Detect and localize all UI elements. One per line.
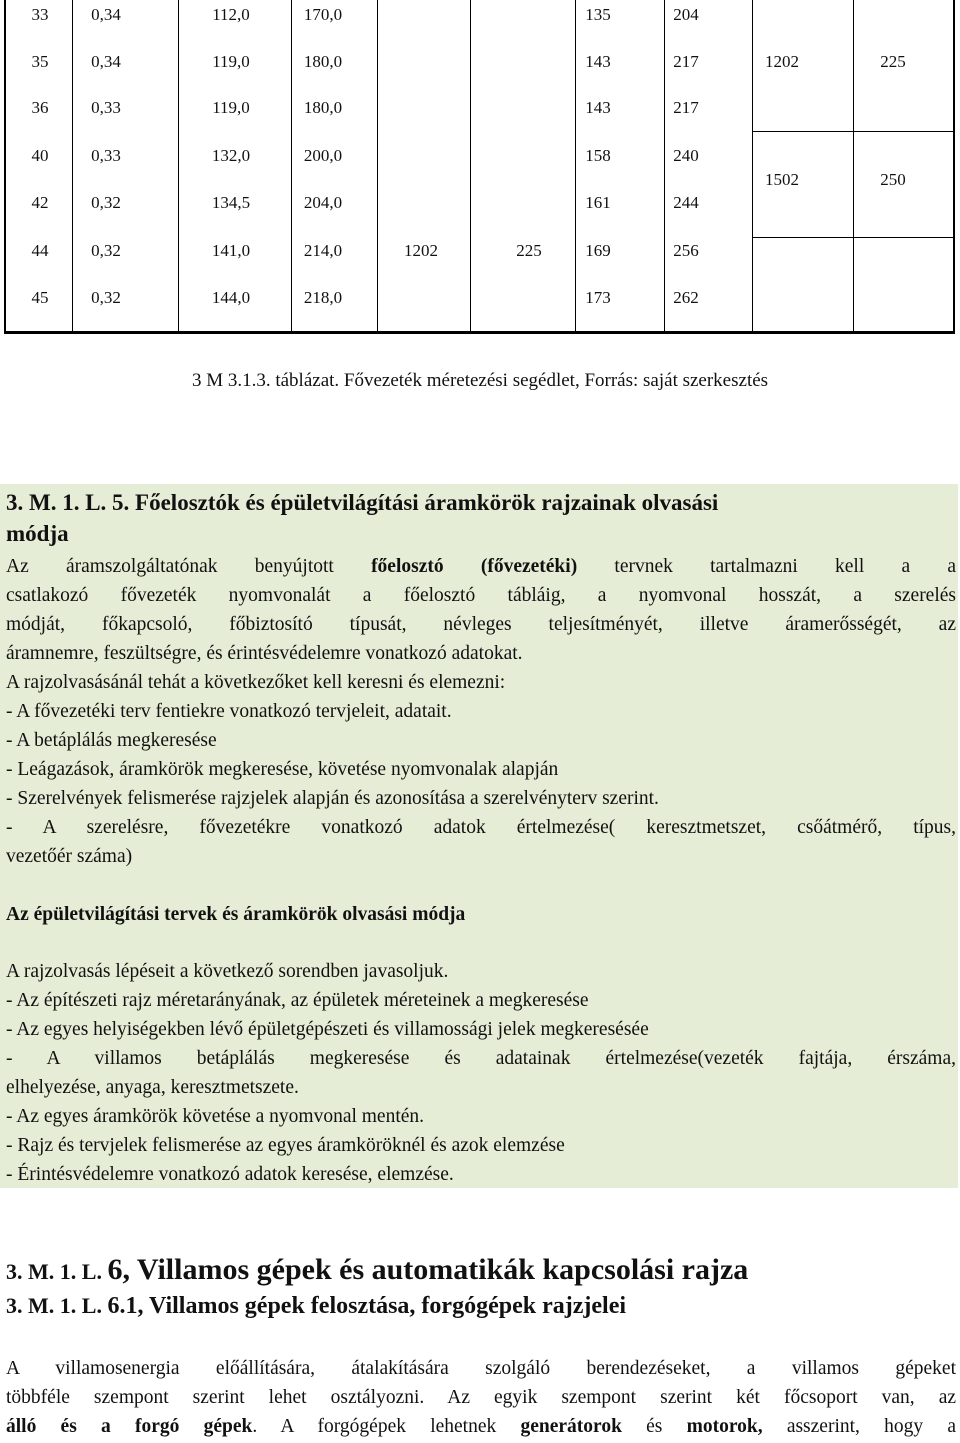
table-cell: 0,32 [91, 288, 121, 307]
list-item: - Szerelvények felismerése rajzjelek alapján és azonosítása a szerelvényterv szerint. [6, 788, 659, 809]
table-col-divider [178, 0, 179, 331]
table-cell: 225 [880, 52, 906, 71]
paragraph-line: módját, főkapcsoló, főbiztosító típusát, névleges teljesítményét, illetve áramerősségét, az [6, 614, 956, 635]
paragraph-line: A rajzolvasásánál tehát a következőket kell keresni és elemezni: [6, 672, 506, 693]
list-item: - Az építészeti rajz méretarányának, az épületek méreteinek a megkeresése [6, 990, 589, 1011]
table-cell: 170,0 [303, 5, 343, 24]
table-cell: 35 [31, 52, 49, 71]
table-cell: 217 [673, 98, 699, 117]
table-cell: 204 [673, 5, 699, 24]
section-heading-cont: módja [6, 521, 69, 546]
table-col-divider [752, 0, 753, 331]
chapter-heading: 3. M. 1. L. 6, Villamos gépek és automatikák kapcsolási rajza [6, 1253, 749, 1286]
table-cell: 180,0 [303, 52, 343, 71]
table-col-divider [575, 0, 576, 331]
table-col-divider [377, 0, 378, 331]
table-cell: 1202 [404, 241, 438, 260]
table-cell: 143 [585, 98, 611, 117]
sub-chapter-heading: 3. M. 1. L. 6.1, Villamos gépek felosztása, forgógépek rajzjelei [6, 1293, 627, 1319]
table-cell: 0,34 [91, 5, 121, 24]
table-cell: 0,33 [91, 98, 121, 117]
bold-term: főelosztó (fővezetéki) [371, 556, 578, 577]
table-cell: 42 [31, 193, 49, 212]
highlighted-section [0, 484, 958, 1188]
paragraph-line: A villamosenergia előállítására, átalakítására szolgáló berendezéseket, a villamos gépeket [6, 1358, 956, 1379]
list-item: - A villamos betáplálás megkeresése és adatainak értelmezése(vezeték fajtája, érszáma, [6, 1048, 956, 1069]
list-item: - A betáplálás megkeresése [6, 730, 217, 751]
table-cell: 36 [31, 98, 49, 117]
table-cell: 200,0 [303, 146, 343, 165]
table-cell: 262 [673, 288, 699, 307]
table-col-divider [664, 0, 665, 331]
table-col-divider [72, 0, 73, 331]
list-item: - A szerelésre, fővezetékre vonatkozó adatok értelmezése( keresztmetszet, csőátmérő, típus, [6, 817, 956, 838]
paragraph-line: csatlakozó fővezeték nyomvonalát a főelosztó tábláig, a nyomvonal hosszát, a szerelés [6, 585, 956, 606]
table-cell: 119,0 [212, 52, 250, 71]
table-cell: 1202 [765, 52, 799, 71]
table-cell: 0,32 [91, 193, 121, 212]
table-row-divider [752, 131, 955, 132]
table-cell: 244 [673, 193, 699, 212]
table-cell: 44 [31, 241, 49, 260]
table-cell: 0,32 [91, 241, 121, 260]
table-cell: 240 [673, 146, 699, 165]
table-cell: 218,0 [303, 288, 343, 307]
table-cell: 217 [673, 52, 699, 71]
paragraph-line: többféle szempont szerint lehet osztályozni. Az egyik szempont szerint két főcsoport van, az [6, 1387, 956, 1408]
list-item: - Rajz és tervjelek felismerése az egyes áramköröknél és azok elemzése [6, 1135, 565, 1156]
table-cell: 143 [585, 52, 611, 71]
table-cell: 0,33 [91, 146, 121, 165]
list-item: - Leágazások, áramkörök megkeresése, követése nyomvonalak alapján [6, 759, 559, 780]
paragraph-line: álló és a forgó gépek. A forgógépek lehetnek generátorok és motorok, asszerint, hogy a [6, 1416, 956, 1437]
table-cell: 144,0 [211, 288, 251, 307]
table-caption: 3 M 3.1.3. táblázat. Fővezeték méretezési segédlet, Forrás: saját szerkesztés [191, 370, 769, 391]
table-cell: 214,0 [303, 241, 343, 260]
table-cell: 0,34 [91, 52, 121, 71]
table-cell: 112,0 [212, 5, 250, 24]
list-item-cont: elhelyezése, anyaga, keresztmetszete. [6, 1077, 299, 1098]
paragraph-line: Az áramszolgáltatónak benyújtott főelosztó (fővezetéki) tervnek tartalmazni kell a a [6, 556, 956, 577]
table-cell: 45 [31, 288, 49, 307]
table-cell: 1502 [765, 170, 799, 189]
table-cell: 256 [673, 241, 699, 260]
section-heading: 3. M. 1. L. 5. Főelosztók és épületvilágítási áramkörök rajzainak olvasási [6, 490, 719, 515]
table-col-divider [470, 0, 471, 331]
table-cell: 158 [585, 146, 611, 165]
table-cell: 250 [880, 170, 906, 189]
table-cell: 161 [585, 193, 611, 212]
data-table [4, 0, 955, 334]
list-item-cont: vezetőér száma) [6, 846, 133, 867]
table-cell: 173 [585, 288, 611, 307]
table-cell: 135 [585, 5, 611, 24]
sub-heading: Az épületvilágítási tervek és áramkörök olvasási módja [6, 904, 466, 925]
table-cell: 141,0 [211, 241, 251, 260]
table-cell: 204,0 [303, 193, 343, 212]
table-cell: 132,0 [211, 146, 251, 165]
table-row-divider [752, 237, 955, 238]
table-cell: 33 [31, 5, 49, 24]
paragraph-line: áramnemre, feszültségre, és érintésvédelemre vonatkozó adatokat. [6, 643, 523, 664]
table-cell: 225 [516, 241, 542, 260]
table-cell: 180,0 [303, 98, 343, 117]
table-cell: 119,0 [212, 98, 250, 117]
list-item: - Az egyes helyiségekben lévő épületgépészeti és villamossági jelek megkeresésée [6, 1019, 649, 1040]
list-item: - Az egyes áramkörök követése a nyomvonal mentén. [6, 1106, 425, 1127]
paragraph-line: A rajzolvasás lépéseit a következő sorendben javasoljuk. [6, 961, 449, 982]
table-col-divider [853, 0, 854, 331]
table-cell: 40 [31, 146, 49, 165]
table-cell: 134,5 [211, 193, 251, 212]
table-cell: 169 [585, 241, 611, 260]
list-item: - Érintésvédelemre vonatkozó adatok keresése, elemzése. [6, 1164, 454, 1185]
list-item: - A fővezetéki terv fentiekre vonatkozó tervjeleit, adatait. [6, 701, 452, 722]
